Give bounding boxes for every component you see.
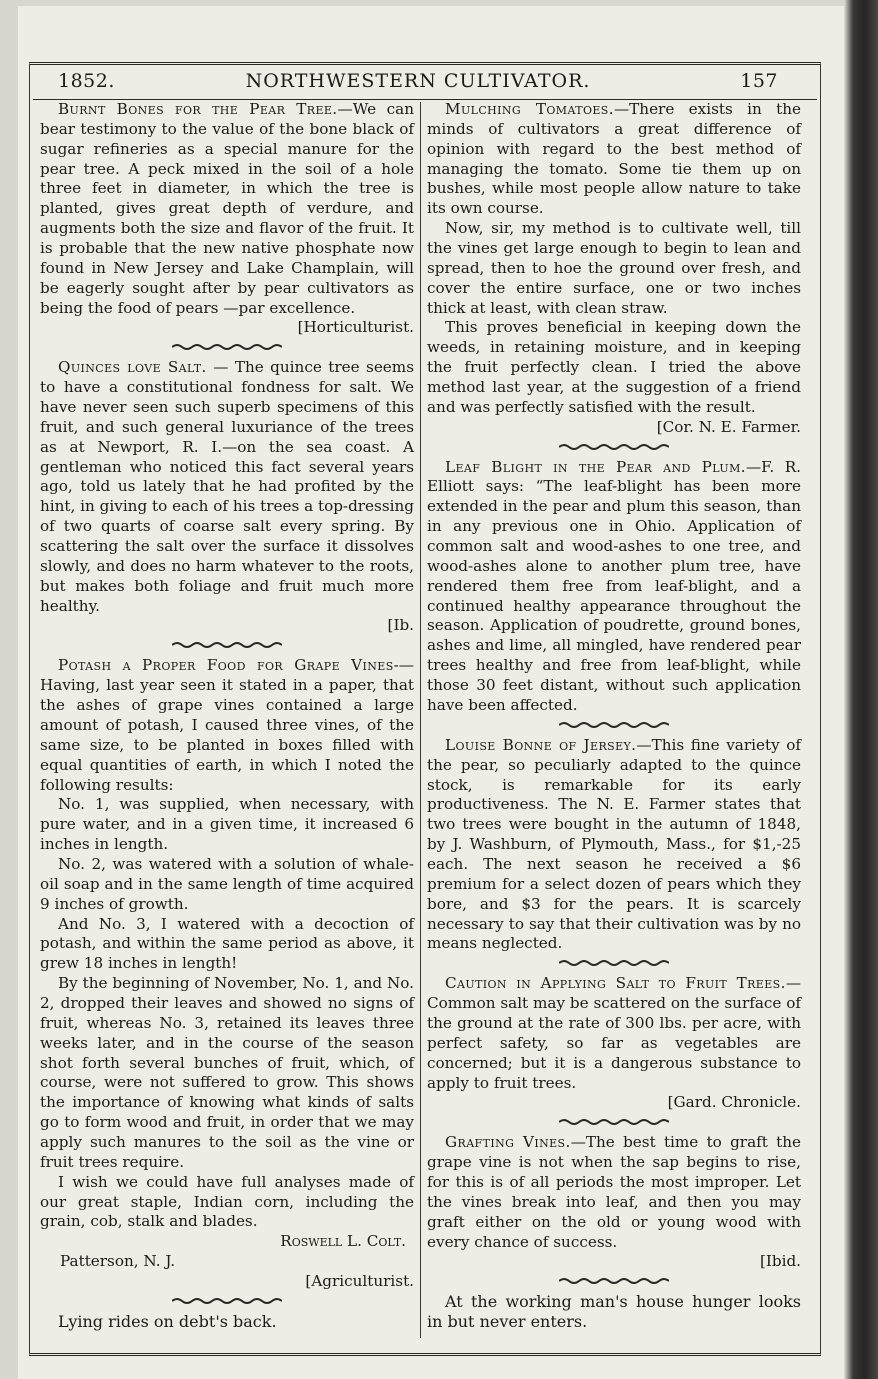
article-body: —We can bear testimony to the value of the bone black of sugar refineries as a special manure for the pear tree. A peck mixed in the soil of a hole three feet in diameter, in which the tree is planted, gives great depth of verdure, and augments both the size and flavor of the fruit. It is probable that the new native phosphate now found in New Jersey and Lake Champlain, will be eagerly sought after by pear cultivators as being the food of pears —par excellence. xyxy=(40,100,414,317)
journal-title: NORTHWESTERN CULTIVATOR. xyxy=(245,70,591,92)
closing-proverb: At the working man's house hunger looks in but never enters. xyxy=(427,1292,801,1332)
article-heading: Mulching Tomatoes. xyxy=(445,100,614,118)
header-year: 1852. xyxy=(58,70,115,92)
article-heading: Caution in Applying Salt to Fruit Trees. xyxy=(445,974,786,993)
column-divider xyxy=(420,102,421,1338)
book-binding-edge xyxy=(845,0,878,1379)
section-separator xyxy=(559,442,669,454)
article-body: —There exists in the minds of cultivators a great difference of opinion with regard to the best method of managing the tomato. Some tie them up on bushes, while most people allow nature to take its own course. xyxy=(427,100,802,218)
article-heading: Potash a Proper Food for Grape Vines xyxy=(58,656,394,675)
article-caution-salt xyxy=(427,974,801,1113)
article-burnt-bones xyxy=(40,100,414,338)
article-heading: Louise Bonne of Jersey. xyxy=(445,735,637,754)
article-potash xyxy=(40,656,414,1292)
article-mulching-tomatoes xyxy=(427,100,801,438)
article-paragraph: Now, sir, my method is to cultivate well, till the vines get large enough to begin to lean and spread, then to hoe the ground over fresh, and cover the entire surface, one or two inches thick at least, with clean straw. xyxy=(427,219,801,317)
page-header xyxy=(58,70,778,100)
article-author: Roswell L. Colt. xyxy=(280,1232,406,1251)
section-separator xyxy=(172,640,282,652)
article-source: [Cor. N. E. Farmer. xyxy=(656,417,801,436)
article-heading: Quinces love Salt. xyxy=(58,358,207,377)
article-body: —Common salt may be scattered on the surface of the ground at the rate of 300 lbs. per acre, with perfect safety, so far as vegetables are concerned; but it is a dangerous substance to apply to fruit trees. xyxy=(427,974,801,1092)
article-paragraph: No. 2, was watered with a solution of whale-oil soap and in the same length of time acquired 9 inches of growth. xyxy=(40,854,414,913)
section-separator xyxy=(559,1117,669,1129)
section-separator xyxy=(172,1296,282,1308)
closing-proverb: Lying rides on debt's back. xyxy=(58,1311,277,1331)
article-grafting-vines xyxy=(427,1133,801,1272)
article-paragraph: By the beginning of November, No. 1, and No. 2, dropped their leaves and showed no signs of fruit, whereas No. 3, retained its leaves three weeks later, and in the course of the season shot forth several bunches of fruit, which, of course, were not suffered to grow. This shows the importance of knowing what kinds of salts go to form wood and fruit, in order that we may apply such manures to the soil as the vine or fruit trees require. xyxy=(40,974,414,1171)
article-paragraph: And No. 3, I watered with a decoction of potash, and within the same period as above, it grew 18 inches in length! xyxy=(40,914,414,973)
article-heading: Burnt Bones for the Pear Tree. xyxy=(58,100,338,118)
section-separator xyxy=(559,1276,669,1288)
article-body: -—Having, last year seen it stated in a paper, that the ashes of grape vines contained a large amount of potash, I caused three vines, of the same size, to be planted in boxes filled with equal quantities of earth, in which I noted the following results: xyxy=(40,656,414,794)
article-body: —F. R. Elliott says: “The leaf-blight has been more extended in the pear and plum this season, than in any previous one in Ohio. Application of common salt and wood-ashes to one tree, and wood-ashes alone to another plum tree, have rendered them free from leaf-blight, and a continued healthy appearance throughout the season. Application of poudrette, ground bones, ashes and lime, all mingled, have rendered pear trees healthy and free from leaf-blight, while those 30 feet distant, without such application have been affected. xyxy=(427,457,801,714)
left-column xyxy=(40,100,414,1332)
article-leaf-blight xyxy=(427,458,801,716)
article-paragraph: I wish we could have full analyses made of our great staple, Indian corn, including the grain, cob, stalk and blades. xyxy=(40,1172,414,1231)
article-quinces xyxy=(40,358,414,636)
article-place: Patterson, N. J. xyxy=(60,1252,176,1271)
article-paragraph: This proves beneficial in keeping down the weeds, in retaining moisture, and in keeping the fruit perfectly clean. I tried the above method last year, at the suggestion of a friend and was perfectly satisfied with the result. xyxy=(427,318,801,416)
article-body: —The best time to graft the grape vine is not when the sap begins to rise, for this is of all periods the most improper. Let the vines break into leaf, and then you may graft either on the old or young wood with every chance of success. xyxy=(427,1133,801,1251)
article-source: [Gard. Chronicle. xyxy=(667,1093,801,1112)
page-number: 157 xyxy=(740,70,778,92)
article-source: [Ibid. xyxy=(759,1252,801,1271)
article-heading: Grafting Vines. xyxy=(445,1133,571,1152)
section-separator xyxy=(559,958,669,970)
article-paragraph: No. 1, was supplied, when necessary, with pure water, and in a given time, it increased 6 inches in length. xyxy=(40,795,414,854)
section-separator xyxy=(559,720,669,732)
section-separator xyxy=(172,342,282,354)
right-column xyxy=(427,100,801,1332)
article-body: —This fine variety of the pear, so peculiarly adapted to the quince stock, is remarkable for its early productiveness. The N. E. Farmer states that two trees were bought in the autumn of 1848, by J. Washburn, of Plymouth, Mass., for $1,-25 each. The next season he received a $6 premium for a select dozen of pears which they bore, and $3 for the pears. It is scarcely necessary to say that their cultivation was by no means neglected. xyxy=(427,735,801,953)
article-body: — The quince tree seems to have a constitutional fondness for salt. We have never seen such superb specimens of this fruit, and such general luxuriance of the trees as at Newport, R. I.—on the sea coast. A gentleman who noticed this fact several years ago, told us lately that he had profited by the hint, in giving to each of his trees a top-dressing of two quarts of coarse salt every spring. By scattering the salt over the surface it dissolves slowly, and does no harm whatever to the roots, but makes both foliage and fruit much more healthy. xyxy=(40,358,414,615)
article-heading: Leaf Blight in the Pear and Plum. xyxy=(445,457,746,476)
article-source: [Horticulturist. xyxy=(297,318,414,337)
article-louise-bonne xyxy=(427,736,801,954)
article-source: [Agriculturist. xyxy=(305,1271,414,1290)
article-source: [Ib. xyxy=(387,616,414,635)
